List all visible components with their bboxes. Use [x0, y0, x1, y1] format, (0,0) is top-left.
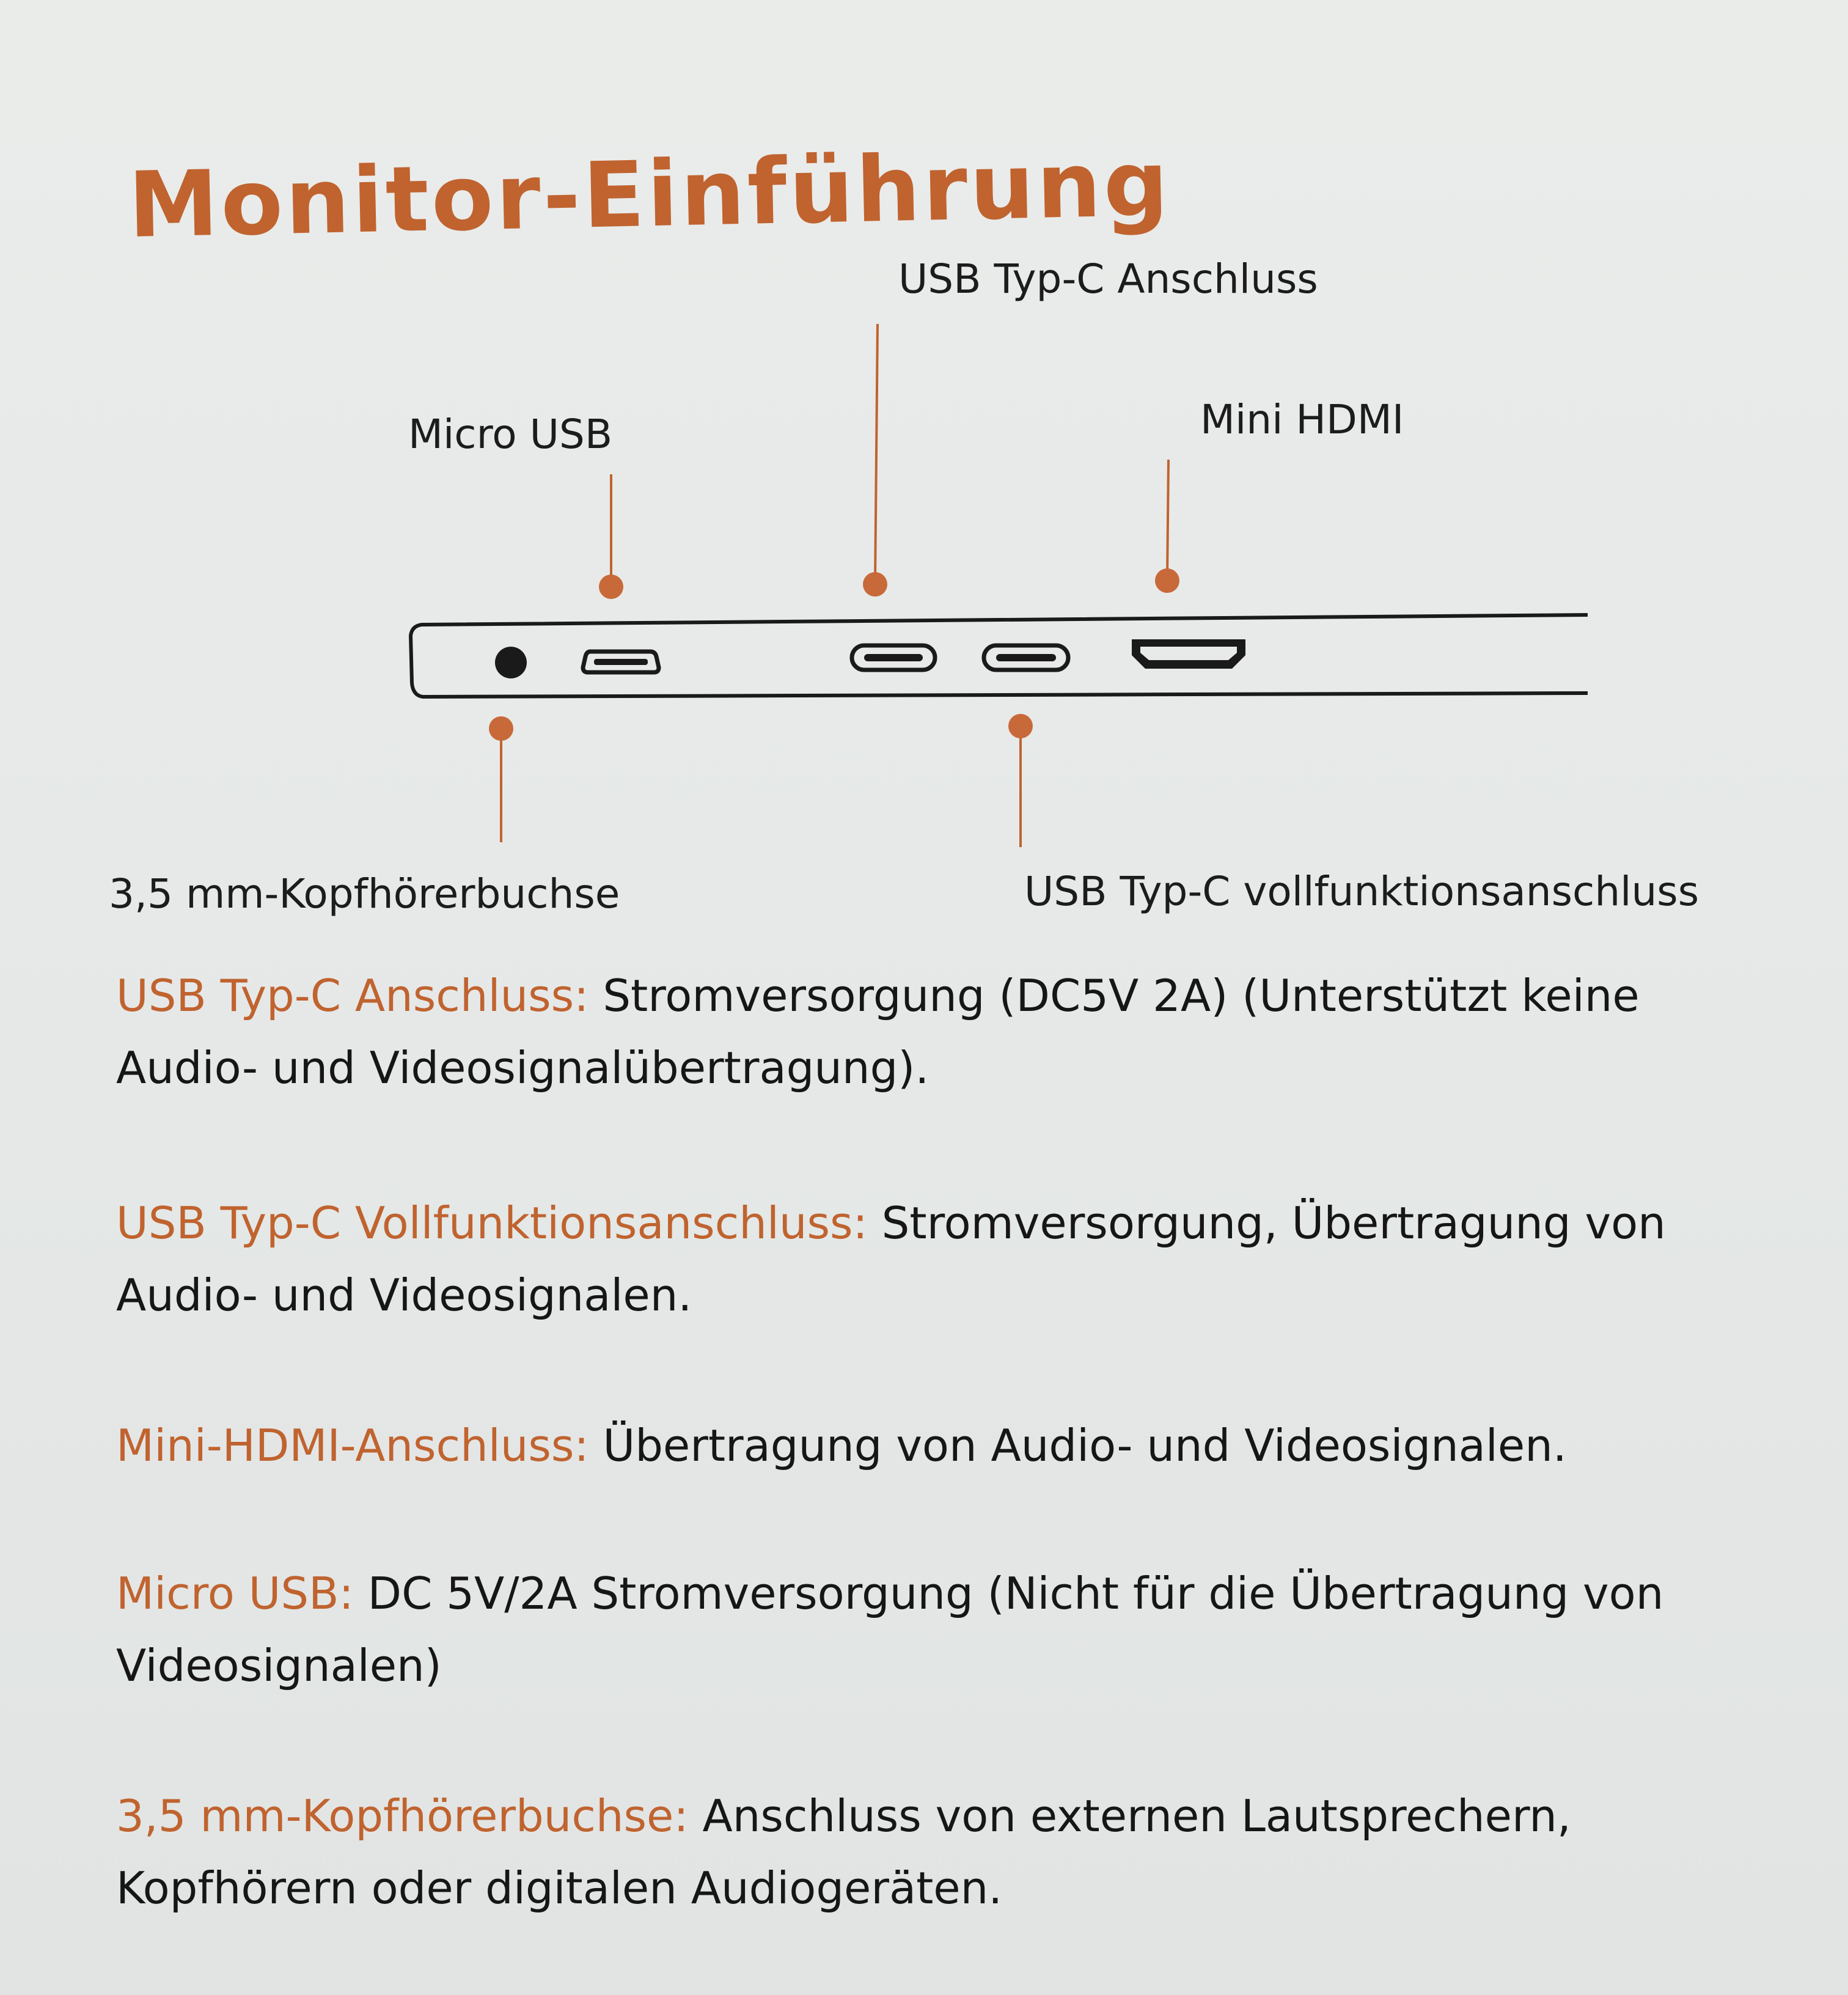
label-mini-hdmi: Mini HDMI: [1200, 396, 1404, 443]
description-mini-hdmi: [116, 1409, 1766, 1482]
micro-usb-port-icon: [583, 652, 659, 672]
text-mini-hdmi: Übertragung von Audio- und Videosignalen.: [588, 1420, 1567, 1471]
text-headphone-jack: Anschluss von externen Lautsprechern, Kopfhörern oder digitalen Audiogeräten.: [116, 1790, 1571, 1914]
term-usb-typec: USB Typ-C Anschluss:: [116, 970, 589, 1021]
leader-dot-headphone-jack: [489, 716, 513, 741]
text-micro-usb: DC 5V/2A Stromversorgung (Nicht für die Übertragung von Videosignalen): [116, 1568, 1664, 1691]
label-micro-usb: Micro USB: [408, 411, 613, 458]
page-title: Monitor-Einführung: [127, 131, 1172, 258]
term-usb-typec-full: USB Typ-C Vollfunktionsanschluss:: [116, 1197, 868, 1249]
term-micro-usb: Micro USB:: [116, 1568, 354, 1619]
leader-dot-usb-typec-full: [1008, 714, 1033, 738]
usb-typec-port-icon: [852, 645, 935, 670]
leader-dot-micro-usb: [599, 575, 623, 599]
text-usb-typec: Stromversorgung (DC5V 2A) (Unterstützt keine Audio- und Videosignalübertragung).: [116, 970, 1640, 1093]
description-headphone-jack: [116, 1780, 1766, 1924]
description-micro-usb: [116, 1557, 1766, 1702]
usb-typec-full-port-icon: [984, 645, 1068, 670]
description-usb-typec-full: [116, 1187, 1766, 1331]
headphone-jack-port-icon: [495, 647, 527, 678]
leader-dot-usb-typec: [863, 572, 887, 597]
port-diagram: [0, 0, 1848, 917]
term-mini-hdmi: Mini-HDMI-Anschluss:: [116, 1420, 589, 1471]
description-usb-typec: [116, 960, 1766, 1104]
leader-line-usb-typec: [875, 324, 878, 583]
term-headphone-jack: 3,5 mm-Kopfhörerbuchse:: [116, 1790, 689, 1842]
leader-dot-mini-hdmi: [1155, 568, 1179, 593]
label-headphone-jack: 3,5 mm-Kopfhörerbuchse: [109, 870, 620, 917]
mini-hdmi-port-icon: [1132, 639, 1245, 669]
label-usb-typec-full: USB Typ-C vollfunktionsanschluss: [1024, 868, 1700, 915]
text-usb-typec-full: Stromversorgung, Übertragung von Audio- und Videosignalen.: [116, 1197, 1666, 1321]
label-usb-typec: USB Typ-C Anschluss: [898, 255, 1318, 303]
leader-line-mini-hdmi: [1167, 460, 1168, 579]
